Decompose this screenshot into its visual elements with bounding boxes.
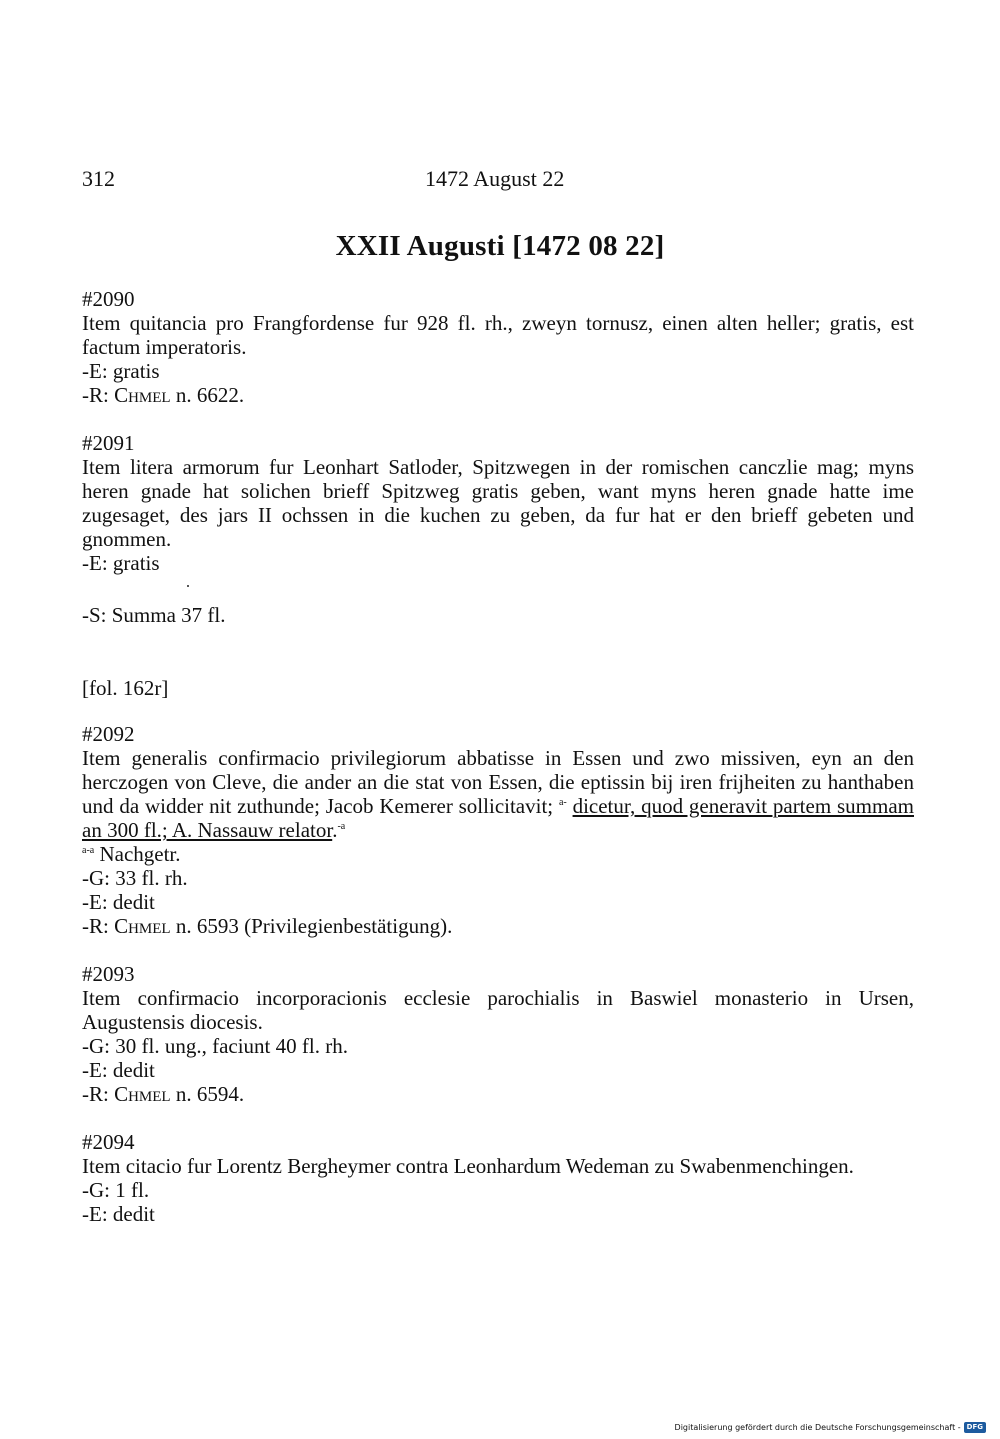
entry-id: #2092 [82, 722, 135, 746]
entry-2093 [82, 962, 914, 1106]
entry-id: #2090 [82, 287, 135, 311]
footnote-mark-open: a- [558, 797, 567, 808]
entry-text-underlined: dicetur, quod generavit partem summam an 300 fl.; A. Nassauw relator [82, 794, 914, 842]
ref-name: Chmel [114, 1082, 171, 1106]
entry-text-main: Item generalis confirmacio privilegiorum abbatisse in Essen und zwo missiven, eyn an den herczogen von Cleve, die ander an die stat von Essen, die eptissin bij iren frijheiten zu hanthaben und da widder nit zuthunde; Jacob Kemerer sollicitavit; [82, 746, 914, 818]
ref-prefix: -R: [82, 1082, 115, 1106]
dfg-logo: DFG [964, 1422, 986, 1433]
section-title: XXII Augusti [1472 08 22] [335, 230, 665, 262]
entry-text: Item quitancia pro Frangfordense fur 928 fl. rh., zweyn tornusz, einen alten heller; gratis, est factum imperatoris. [82, 311, 914, 359]
entry-line: -G: 1 fl. [82, 1178, 150, 1202]
entry-text [82, 746, 914, 842]
ref-prefix: -R: [82, 383, 115, 407]
entry-id: #2094 [82, 1130, 135, 1154]
entry-2092 [82, 722, 914, 938]
summa-line: -S: Summa 37 fl. [82, 603, 226, 627]
running-head: 1472 August 22 [425, 166, 565, 191]
footnote-mark: a-a [82, 845, 95, 856]
folio-marker: [fol. 162r] [82, 676, 169, 700]
stray-mark [187, 585, 189, 587]
footnote-mark-close: -a [337, 821, 346, 832]
entry-reference [82, 1082, 914, 1106]
entry-id: #2091 [82, 431, 135, 455]
digitization-footer [675, 1422, 986, 1433]
entry-2094 [82, 1130, 914, 1226]
entry-text: Item citacio fur Lorentz Bergheymer contra Leonhardum Wedeman zu Swabenmenchingen. [82, 1154, 854, 1178]
footnote-text: Nachgetr. [94, 842, 181, 866]
entry-2091 [82, 431, 914, 575]
ref-prefix: -R: [82, 914, 115, 938]
ref-rest: n. 6622. [170, 383, 245, 407]
entry-text: Item confirmacio incorporacionis ecclesie parochialis in Baswiel monasterio in Ursen, Augustensis diocesis. [82, 986, 914, 1034]
entry-line: -E: gratis [82, 551, 160, 575]
entry-line: -E: dedit [82, 890, 155, 914]
entry-id: #2093 [82, 962, 135, 986]
ref-name: Chmel [114, 914, 171, 938]
ref-name: Chmel [114, 383, 171, 407]
entry-line: -G: 33 fl. rh. [82, 866, 188, 890]
entry-reference [82, 914, 914, 938]
page-number: 312 [82, 166, 115, 191]
entry-text-after: . [332, 818, 338, 842]
footer-text: Digitalisierung gefördert durch die Deutsche Forschungsgemeinschaft - [674, 1423, 961, 1432]
entry-2090 [82, 287, 914, 407]
ref-rest: n. 6593 (Privilegienbestätigung). [170, 914, 453, 938]
entry-reference [82, 383, 914, 407]
entry-line: -G: 30 fl. ung., faciunt 40 fl. rh. [82, 1034, 348, 1058]
entry-summa [82, 603, 914, 627]
entry-line: -E: dedit [82, 1058, 155, 1082]
entry-text: Item litera armorum fur Leonhart Satloder, Spitzwegen in der romischen canczlie mag; myns heren gnade hat solichen brieff Spitzweg gratis geben, want myns heren gnade hatte ime zugesaget, des jars II ochssen in die kuchen zu geben, da fur hat er den brieff gebeten und gnommen. [82, 455, 914, 551]
ref-rest: n. 6594. [170, 1082, 245, 1106]
entry-line: -E: dedit [82, 1202, 155, 1226]
footnote-line [82, 842, 914, 866]
entry-line: -E: gratis [82, 359, 160, 383]
